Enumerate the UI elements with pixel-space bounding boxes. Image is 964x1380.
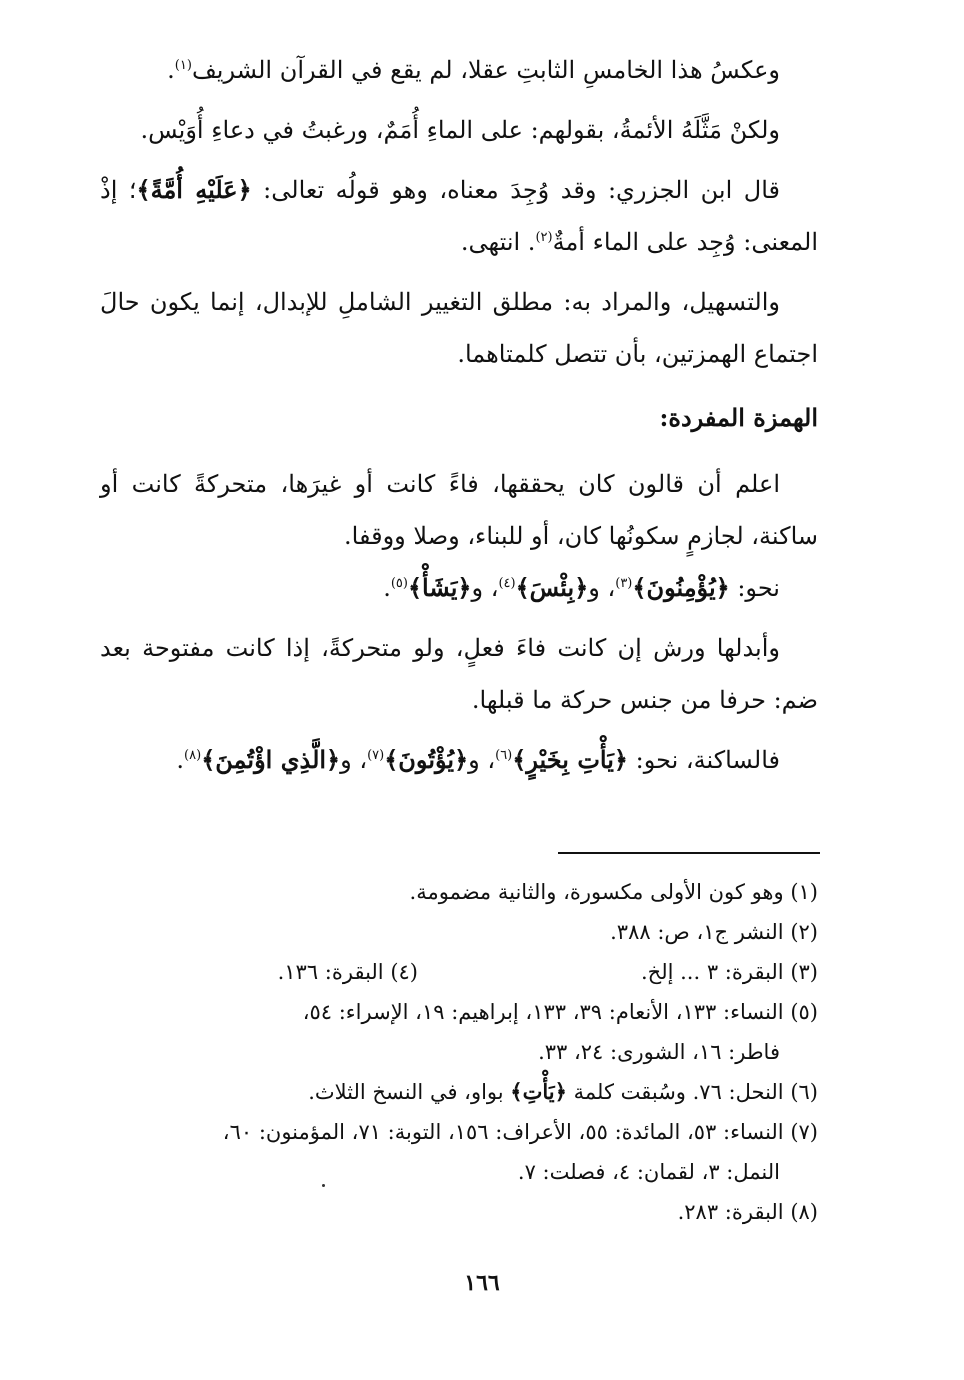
footnote-1: (١) وهو كون الأولى مكسورة، والثانية مضمومة. [409,880,818,904]
footnote-row-3-4 [100,952,818,992]
paragraph-5 [100,458,818,562]
footnote-3: (٣) البقرة: ٣ ... إلخ. [640,960,818,984]
paragraph-1-text: وعكسُ هذا الخامسِ الثابتِ عقلا، لم يقع في القرآن الشريف [191,56,780,84]
footnote-7: (٧) النساء: ٥٣، المائدة: ٥٥، الأعراف: ١٥٦، التوبة: ٧١، المؤمنون: ٦٠، [222,1120,818,1144]
paragraph-8-end: . [176,746,185,774]
separator: ، و [340,746,368,774]
footnote-ref-3[interactable]: (٣) [615,576,633,591]
separator: ، و [471,574,499,602]
footnote-ref-6[interactable]: (٦) [495,748,513,763]
quran-quote: ﴿يَأْتِ﴾ [510,1079,567,1104]
footnote-7-continued: النمل: ٣، لقمان: ٤، فصلت: ٧. [517,1160,780,1184]
quran-quote: ﴿يَشَأْ﴾ [407,573,472,602]
paragraph-1 [100,44,818,96]
footnote-6-text-a: (٦) النحل: ٧٦. وسُبقت كلمة [566,1080,818,1104]
paragraph-1-end: . [167,56,175,84]
footnote-ref-8[interactable]: (٨) [184,748,202,763]
footnote-5: (٥) النساء: ١٣٣، الأنعام: ٣٩، ١٣٣، إبراهيم: ١٩، الإسراء: ٥٤، [302,1000,818,1024]
paragraph-7-text: وأبدلها ورش إن كانت فاءَ فعلٍ، ولو متحركةً، إذا كانت مفتوحة بعد ضم: حرفا من جنس حركة ما قبلها. [100,634,818,714]
paragraph-3-text-b: ؛ إذْ المعنى: وُجِد على الماء أمةٌ [100,176,818,256]
paragraph-4-text: والتسهيل، والمراد به: مطلق التغيير الشاملِ للإبدال، إنما يكون حالَ اجتماع الهمزتين، بأن تتصل كلمتاهما. [100,288,818,368]
quran-quote: ﴿عَلَيْهِ أُمَّةً﴾ [136,175,252,204]
footnote-ref-1[interactable]: (١) [174,58,192,73]
quran-quote: ﴿يُؤْمِنُونَ﴾ [632,573,730,602]
paragraph-6 [100,562,818,614]
paragraph-2 [100,104,818,156]
footnote-ref-5[interactable]: (٥) [390,576,408,591]
quran-quote: ﴿يَأْتِ بِخَيْرٍ﴾ [512,745,628,774]
quran-quote: ﴿الَّذِي اؤْتُمِنَ﴾ [201,745,341,774]
footnote-5-continued: فاطر: ١٦، الشورى: ٢٤، ٣٣. [538,1040,780,1064]
main-text [100,44,818,794]
footnote-ref-7[interactable]: (٧) [367,748,385,763]
separator: ، و [468,746,496,774]
paragraph-5-text: اعلم أن قالون كان يحققها، فاءً كانت أو غيرَها، متحركةً كانت أو ساكنة، لجازمٍ سكونُها كان، أو للبناء، وصلا ووقفا. [100,470,818,550]
quran-quote: ﴿يُؤْتُونَ﴾ [384,745,469,774]
paragraph-3-text-a: قال ابن الجزري: وقد وُجِدَ معناه، وهو قولُه تعالى: [251,176,780,204]
footnote-6-text-b: بواو، في النسخ الثلاث. [308,1080,511,1104]
page-number: ١٦٦ [464,1270,500,1296]
paragraph-8-lead: فالساكنة، نحو: [627,746,780,774]
footnotes [100,872,818,1232]
paragraph-2-text: ولكنْ مَثَّلَهُ الأئمةُ، بقولهم: على الماءِ أُمَمٌ، ورغبتُ في دعاءِ أُوَيْس. [140,116,780,144]
paragraph-4 [100,276,818,380]
separator: ، و [588,574,616,602]
footnote-6 [100,1072,818,1112]
footnote-2: (٢) النشر ج١، ص: ٣٨٨. [610,920,818,944]
footnote-ref-4[interactable]: (٤) [498,576,516,591]
footnote-divider [558,852,820,854]
paragraph-7 [100,622,818,726]
paragraph-8 [100,734,818,786]
footnote-4: (٤) البقرة: ١٣٦. [277,960,418,984]
print-speck [322,1184,325,1187]
footnote-8: (٨) البقرة: ٢٨٣. [677,1200,818,1224]
section-heading: الهمزة المفردة: [659,403,818,432]
paragraph-6-lead: نحو: [729,574,780,602]
paragraph-3 [100,164,818,268]
footnote-ref-2[interactable]: (٢) [535,230,553,245]
quran-quote: ﴿بِئْسَ﴾ [515,573,589,602]
paragraph-3-end: . انتهى. [460,228,536,256]
paragraph-6-end: . [383,574,391,602]
